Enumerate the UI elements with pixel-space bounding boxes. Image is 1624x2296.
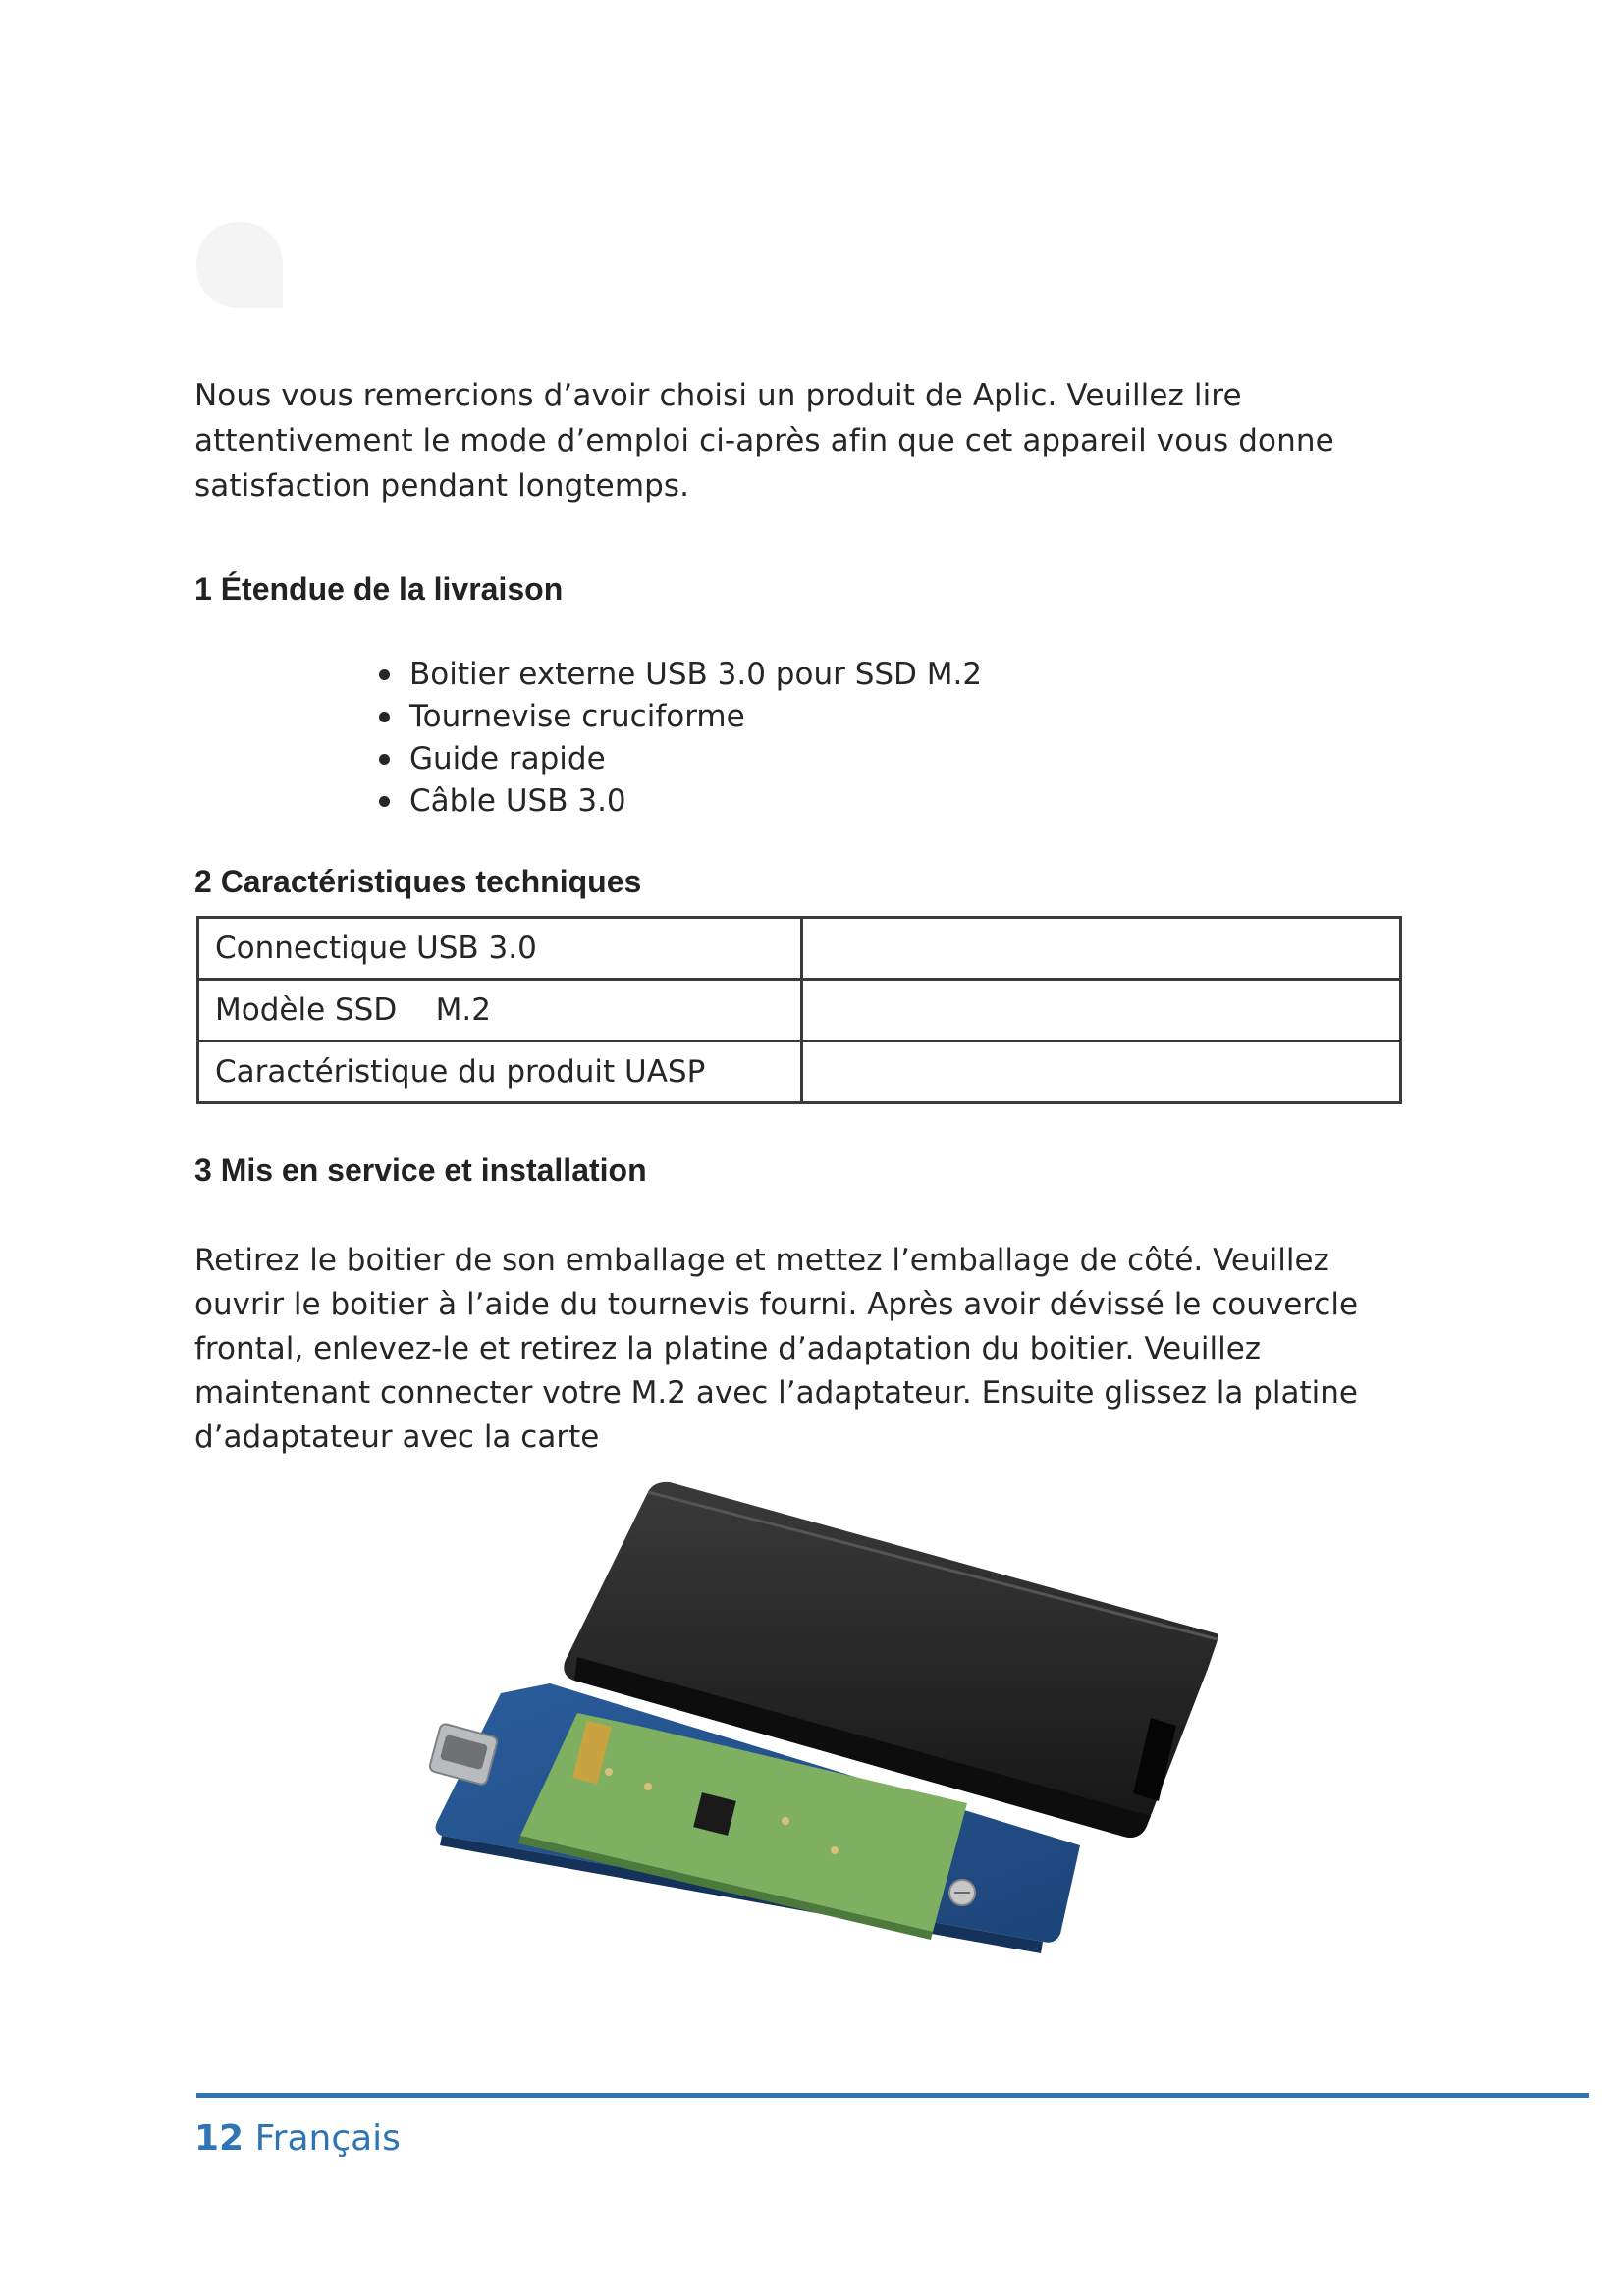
table-row (198, 980, 1401, 1041)
table-row (198, 1041, 1401, 1103)
footer-divider (196, 2093, 1589, 2098)
bullet-icon (379, 712, 390, 722)
section-3-title: 3 Mis en service et installation (194, 1152, 647, 1188)
page-footer (194, 2118, 401, 2159)
page-number: 12 (194, 2118, 244, 2159)
list-item: Boitier externe USB 3.0 pour SSD M.2 (379, 654, 982, 696)
spec-value (802, 980, 1401, 1041)
bullet-icon (379, 796, 390, 807)
product-photo (412, 1472, 1218, 2042)
intro-paragraph: Nous vous remercions d’avoir choisi un produit de Aplic. Veuillez lire attentivement le mode d’emploi ci-après afin que cet appareil vous donne satisfaction pendant longtemps. (194, 378, 1334, 504)
list-item: Guide rapide (379, 738, 982, 780)
spec-label: Modèle SSD M.2 (198, 980, 802, 1041)
logo-watermark-icon (192, 218, 287, 312)
section-2-title: 2 Caractéristiques techniques (194, 864, 642, 899)
bullet-icon (379, 669, 390, 680)
spec-label: Connectique USB 3.0 (198, 918, 802, 980)
footer-language: Français (254, 2118, 401, 2159)
section-1-title: 1 Étendue de la livraison (194, 571, 564, 607)
spec-value (802, 918, 1401, 980)
spec-value (802, 1041, 1401, 1103)
delivery-list (379, 654, 982, 823)
spec-label: Caractéristique du produit UASP (198, 1041, 802, 1103)
bullet-icon (379, 754, 390, 765)
list-item: Tournevise cruciforme (379, 696, 982, 738)
installation-paragraph: Retirez le boitier de son emballage et mettez l’emballage de côté. Veuillez ouvrir le boitier à l’aide du tournevis fourni. Après avoir dévissé le couvercle frontal, enlevez-le et retirez la platine d’adaptation du boitier. Veuillez maintenant connecter votre M.2 avec l’adaptateur. Ensuite glissez la platine d’adaptateur avec la carte (194, 1243, 1359, 1455)
page-content (194, 373, 1471, 1455)
list-item: Câble USB 3.0 (379, 780, 982, 823)
specs-table (196, 916, 1402, 1104)
table-row (198, 918, 1401, 980)
